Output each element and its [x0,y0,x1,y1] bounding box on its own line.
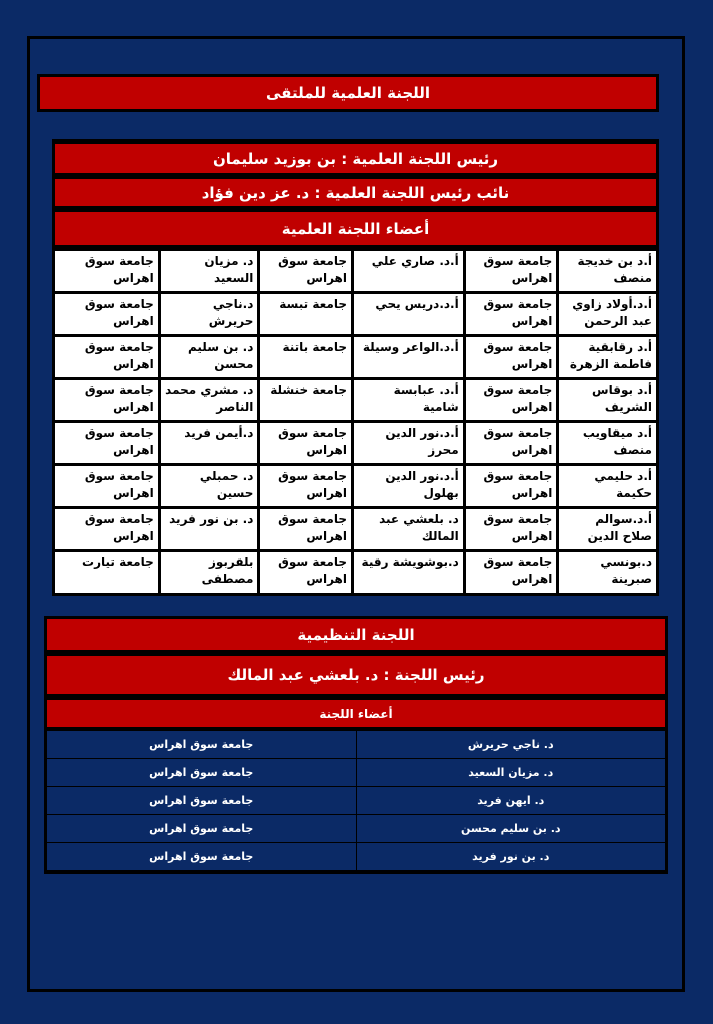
member-name-cell: أ.د.سوالم صلاح الدين [558,508,658,551]
table-row [54,336,658,379]
organizing-title: اللجنة التنظيمية [44,616,668,653]
member-university-cell: جامعة سوق اهراس [464,379,558,422]
member-university-cell: جامعة سوق اهراس [464,422,558,465]
member-university-cell: جامعة سوق اهراس [259,465,353,508]
member-name-cell: د. بن نور فريد [159,508,259,551]
member-university-cell: جامعة باتنة [259,336,353,379]
member-university-cell: جامعة سوق اهراس [259,250,353,293]
table-row [54,293,658,336]
member-name-cell: د.أيمن فريد [159,422,259,465]
member-name-cell: د.بوشويشة رقية [353,551,465,595]
table-row [54,551,658,595]
table-row [47,731,666,759]
member-name-cell: أ.د ميقاويب منصف [558,422,658,465]
member-name-cell: أ.د بوقاس الشريف [558,379,658,422]
member-name-cell: أ.د.أولاد زاوي عبد الرحمن [558,293,658,336]
member-university-cell: جامعة سوق اهراس [54,422,160,465]
member-university-cell: جامعة خنشلة [259,379,353,422]
member-university-cell: جامعة سوق اهراس [54,379,160,422]
page-title: اللجنة العلمية للملتقى [37,74,659,112]
member-name-cell: أ.د.الواعر وسيلة [353,336,465,379]
member-name-cell: د.بونسي صبرينة [558,551,658,595]
member-university-cell: جامعة تيارت [54,551,160,595]
table-row [54,508,658,551]
table-row [47,815,666,843]
member-name-cell: د. مزيان السعيد [159,250,259,293]
table-row [54,465,658,508]
scientific-president: رئيس اللجنة العلمية : بن بوزيد سليمان [52,141,659,176]
member-university-cell: جامعة تبسة [259,293,353,336]
member-name-cell: أ.د حليمي حكيمة [558,465,658,508]
table-row [54,379,658,422]
member-university-cell: جامعة سوق اهراس [54,508,160,551]
organizing-president: رئيس اللجنة : د. بلعشي عبد المالك [44,653,668,697]
member-university-cell: جامعة سوق اهراس [54,250,160,293]
member-name-cell: أ.د. صاري علي [353,250,465,293]
table-row [47,759,666,787]
member-name-cell: أ.د رقابقية فاطمة الزهرة [558,336,658,379]
member-university-cell: جامعة سوق اهراس [464,250,558,293]
member-name-cell: د. ناجي حريرش [356,731,666,759]
member-name-cell: أ.د. عبابسة شامية [353,379,465,422]
member-name-cell: د. بن سليم محسن [356,815,666,843]
member-university-cell: جامعة سوق اهراس [259,551,353,595]
member-university-cell: جامعة سوق اهراس [464,465,558,508]
member-name-cell: د. مزيان السعيد [356,759,666,787]
scientific-members-title: أعضاء اللجنة العلمية [52,209,659,248]
member-university-cell: جامعة سوق اهراس [259,508,353,551]
organizing-members-title: أعضاء اللجنة [44,697,668,730]
member-university-cell: جامعة سوق اهراس [464,293,558,336]
member-name-cell: د. بن سليم محسن [159,336,259,379]
member-name-cell: د. حمبلي حسين [159,465,259,508]
member-name-cell: د. مشري محمد الناصر [159,379,259,422]
table-row [54,422,658,465]
member-name-cell: أ.د.دريس يحي [353,293,465,336]
table-row [47,787,666,815]
member-university-cell: جامعة سوق اهراس [47,787,357,815]
member-name-cell: د.ناجي حريرش [159,293,259,336]
scientific-vice-president: نائب رئيس اللجنة العلمية : د. عز دين فؤاد [52,176,659,209]
member-university-cell: جامعة سوق اهراس [464,551,558,595]
member-university-cell: جامعة سوق اهراس [54,465,160,508]
member-university-cell: جامعة سوق اهراس [47,843,357,871]
table-row [47,843,666,871]
member-university-cell: جامعة سوق اهراس [259,422,353,465]
member-name-cell: د. بلعشي عبد المالك [353,508,465,551]
member-name-cell: بلقربوز مصطفى [159,551,259,595]
table-row [54,250,658,293]
member-name-cell: د. بن نور فريد [356,843,666,871]
member-name-cell: أ.د.نور الدين بهلول [353,465,465,508]
member-university-cell: جامعة سوق اهراس [54,336,160,379]
member-university-cell: جامعة سوق اهراس [47,815,357,843]
scientific-members-table [52,248,659,596]
member-name-cell: د. ايهن فريد [356,787,666,815]
member-university-cell: جامعة سوق اهراس [47,759,357,787]
organizing-members-table [46,730,666,871]
member-university-cell: جامعة سوق اهراس [464,508,558,551]
member-name-cell: أ.د بن خديجة منصف [558,250,658,293]
member-university-cell: جامعة سوق اهراس [47,731,357,759]
member-university-cell: جامعة سوق اهراس [464,336,558,379]
member-name-cell: أ.د.نور الدين محرز [353,422,465,465]
member-university-cell: جامعة سوق اهراس [54,293,160,336]
